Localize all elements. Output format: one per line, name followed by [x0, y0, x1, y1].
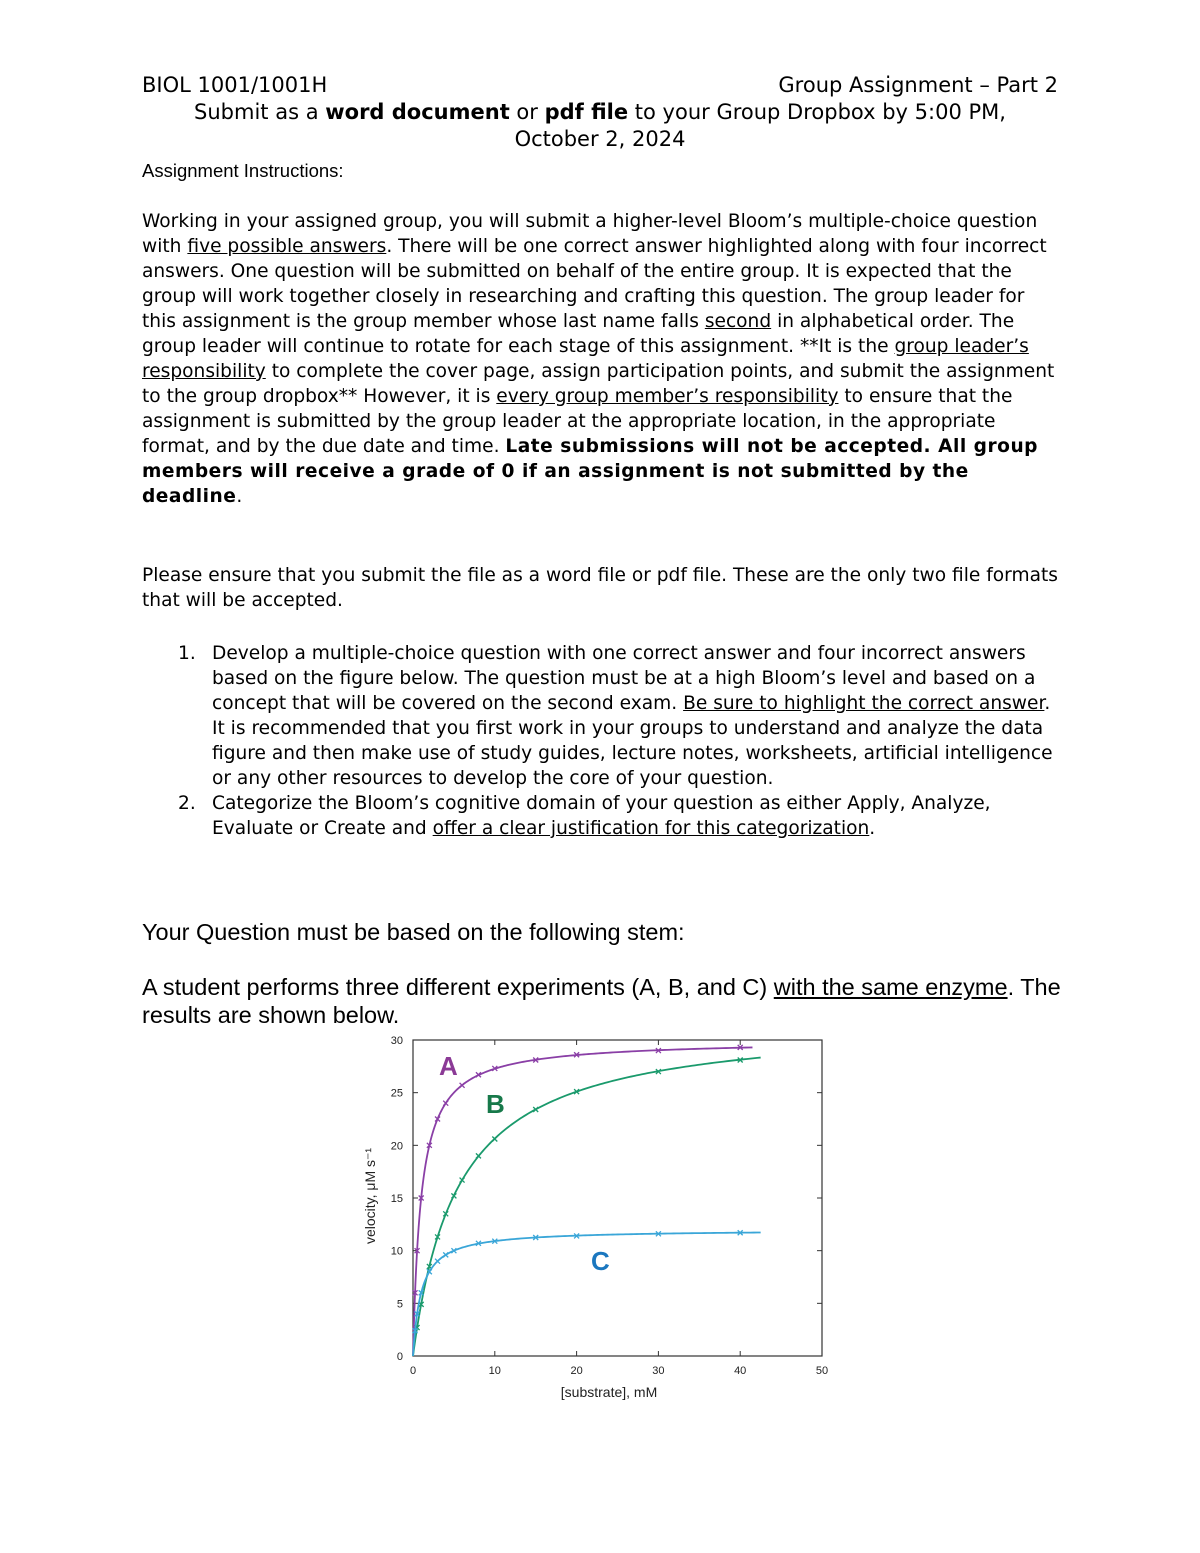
series-label-a: A — [439, 1051, 458, 1081]
curve-a — [413, 1047, 752, 1356]
task-number: 1. — [178, 643, 196, 664]
y-tick-label: 25 — [390, 1087, 403, 1100]
task-text: Develop a multiple-choice question with one correct answer and four incorrect answers based on the figure below. The question must be at a high Bloom’s level and based on a concept that will be covered on the second exam. — [212, 643, 1036, 714]
data-point-a — [460, 1083, 465, 1088]
series-label-c: C — [591, 1246, 610, 1276]
file-format-note: Please ensure that you submit the file as a word file or pdf file. These are the only two file formats that will be accepted. — [142, 565, 1058, 611]
submit-text-2: or — [509, 100, 545, 124]
assignment-title: Group Assignment – Part 2 — [778, 73, 1058, 97]
y-tick-label: 30 — [390, 1035, 403, 1047]
task-text: Categorize the Bloom’s cognitive domain of your question as either Apply, Analyze, Evaluate or Create and — [212, 793, 991, 839]
instructions-paragraph — [142, 209, 1062, 509]
y-tick-label: 10 — [390, 1245, 403, 1258]
plot-frame — [413, 1040, 822, 1356]
stem-heading: Your Question must be based on the following stem: — [142, 919, 685, 945]
instr-emphasis-4: every group member’s responsibility — [496, 386, 839, 407]
instr-text-4: to complete the cover page, assign participation points, and submit the assignment to the group dropbox** However, it is — [142, 361, 1055, 407]
instr-emphasis-2: second — [704, 311, 772, 332]
x-tick-label: 10 — [488, 1365, 501, 1377]
task-item-2 — [142, 791, 1062, 841]
data-series — [413, 1045, 761, 1356]
submission-line-1 — [100, 99, 1100, 126]
stem-text-1: A student performs three different experiments (A, B, and C) — [142, 974, 774, 1000]
late-policy-warning: Late submissions will not be accepted. All group members will receive a grade of 0 if an assignment is not submitted by the deadline — [142, 436, 1038, 507]
submit-text-3: to your Group Dropbox by 5:00 PM, — [628, 100, 1006, 124]
curve-c — [413, 1233, 761, 1356]
series-label-b: B — [486, 1089, 505, 1119]
instr-emphasis-1: five possible answers — [187, 236, 387, 257]
task-emphasis: Be sure to highlight the correct answer — [683, 693, 1045, 714]
y-tick-label: 15 — [390, 1193, 403, 1205]
task-item-1 — [142, 641, 1062, 791]
submit-text-1: Submit as a — [194, 100, 326, 124]
due-date: October 2, 2024 — [514, 127, 686, 151]
task-emphasis: offer a clear justification for this categorization — [432, 818, 870, 839]
submit-format-word: word document — [325, 100, 510, 124]
y-tick-label: 20 — [390, 1140, 403, 1153]
instructions-heading: Assignment Instructions: — [142, 160, 344, 181]
instr-text-5: to ensure that the assignment is submitted by the group leader at the appropriate location, in the appropriate format, and by the due date and time. — [142, 386, 1013, 457]
question-stem — [142, 973, 1082, 1029]
submission-instructions — [100, 99, 1100, 153]
x-axis-label: [substrate], mM — [560, 1384, 658, 1400]
course-code: BIOL 1001/1001H — [142, 73, 328, 97]
instr-text-1: Working in your assigned group, you will submit a higher-level Bloom’s multiple-choice question with — [142, 211, 1038, 257]
task-number: 2. — [178, 793, 196, 814]
task-text: . It is recommended that you first work in your groups to understand and analyze the data figure and then make use of study guides, lecture notes, worksheets, artificial intelligence or any other resources to develop the core of your question. — [212, 693, 1053, 789]
instr-text-2: . There will be one correct answer highlighted along with four incorrect answers. One question will be submitted on behalf of the entire group. It is expected that the group will work together closely in researching and crafting this question. The group leader for this assignment is the group member whose last name falls — [142, 236, 1047, 332]
enzyme-kinetics-chart — [355, 1030, 845, 1410]
instr-text-3: in alphabetical order. The group leader will continue to rotate for each stage of this assignment. **It is the — [142, 311, 1015, 357]
x-axis-ticks — [410, 1040, 828, 1377]
y-axis-label: velocity, μM s⁻¹ — [362, 1147, 378, 1245]
stem-text-2: . The results are shown below. — [142, 974, 1061, 1028]
x-tick-label: 40 — [734, 1365, 747, 1377]
submit-format-pdf: pdf file — [544, 100, 629, 124]
y-tick-label: 5 — [396, 1298, 403, 1311]
stem-emphasis: with the same enzyme — [773, 974, 1008, 1000]
x-tick-label: 0 — [409, 1365, 417, 1377]
instr-text-end: . — [236, 486, 243, 507]
curve-b — [413, 1058, 761, 1356]
x-tick-label: 30 — [652, 1365, 665, 1377]
y-tick-label: 0 — [396, 1351, 403, 1363]
data-point-a — [443, 1101, 448, 1106]
x-tick-label: 50 — [815, 1365, 829, 1377]
task-text: . — [869, 818, 876, 839]
instr-emphasis-3: group leader’s responsibility — [142, 336, 1029, 382]
data-point-c — [435, 1259, 440, 1264]
y-axis-ticks — [391, 1035, 822, 1363]
x-tick-label: 20 — [570, 1365, 583, 1377]
task-list — [142, 641, 1062, 841]
